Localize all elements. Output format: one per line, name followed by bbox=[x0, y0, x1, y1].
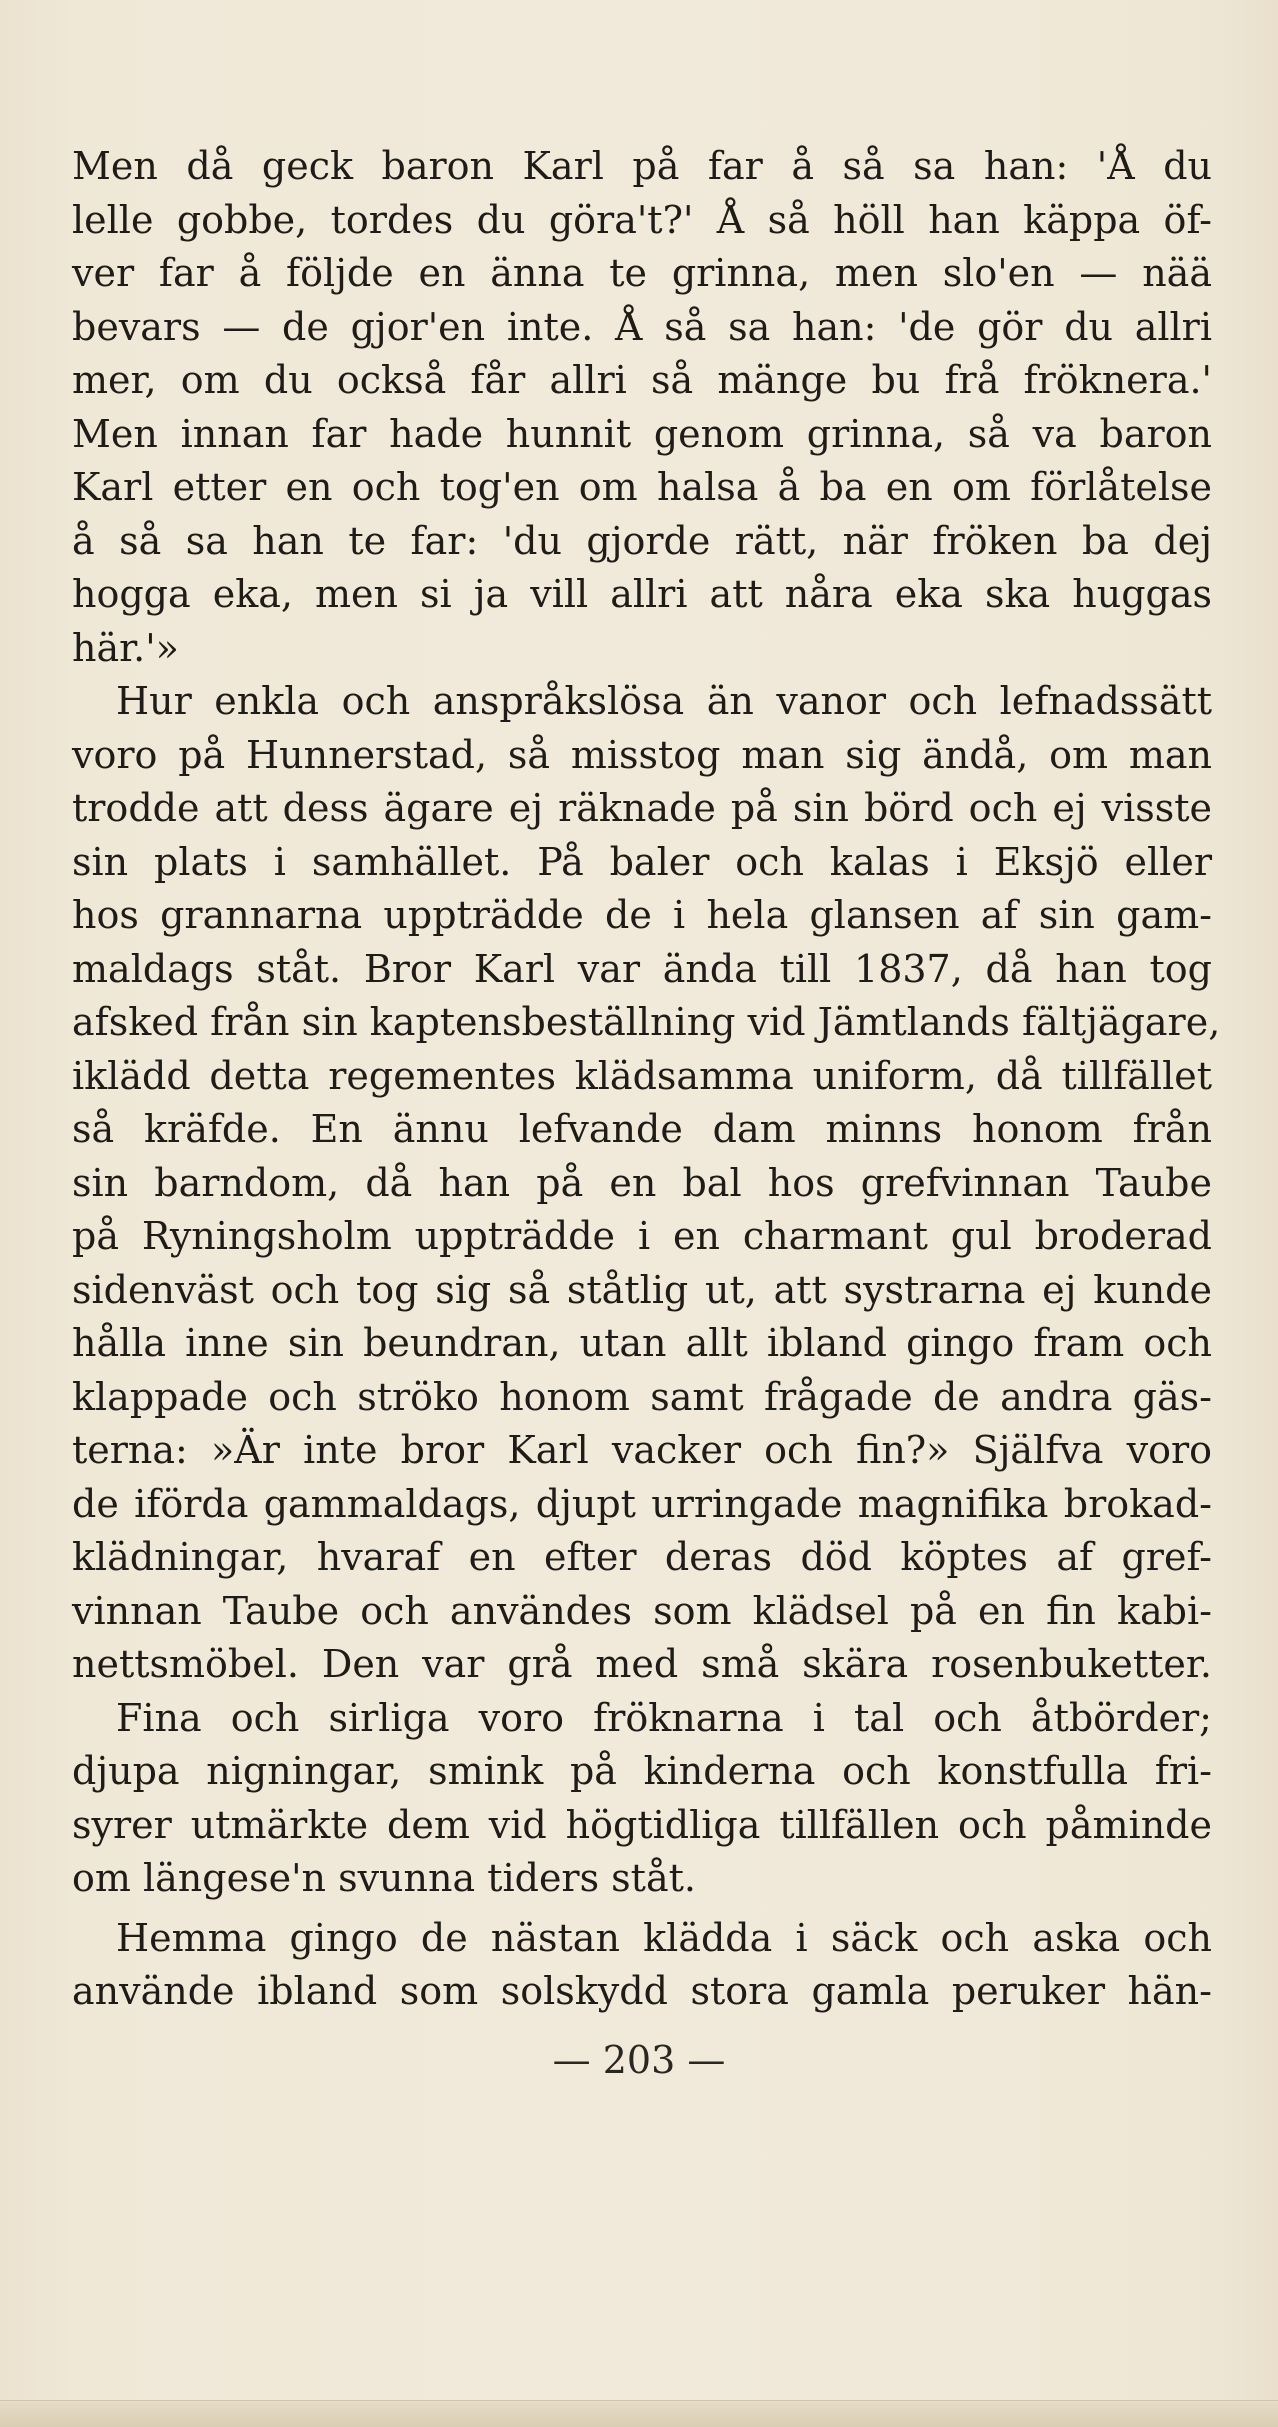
text-line: syrer utmärkte dem vid högtidliga tillfällen och påminde bbox=[72, 1802, 1212, 1847]
text-line: djupa nigningar, smink på kinderna och konstfulla fri- bbox=[72, 1749, 1212, 1793]
text-line: hos grannarna uppträdde de i hela glansen af sin gam- bbox=[72, 893, 1212, 937]
text-line: nettsmöbel. Den var grå med små skära rosenbuketter. bbox=[72, 1642, 1212, 1686]
text-line: iklädd detta regementes klädsamma uniform, då tillfället bbox=[72, 1053, 1212, 1098]
text-line: lelle gobbe, tordes du göra't?' Å så höll han käppa öf- bbox=[72, 197, 1212, 242]
text-line: Men innan far hade hunnit genom grinna, så va baron bbox=[72, 411, 1212, 456]
text-line: mer, om du också får allri så mänge bu frå fröknera.' bbox=[72, 358, 1212, 402]
text-line: bevars — de gjor'en inte. Å så sa han: 'de gör du allri bbox=[72, 304, 1212, 349]
text-line: sin barndom, då han på en bal hos grefvinnan Taube bbox=[72, 1160, 1212, 1205]
text-line: sidenväst och tog sig så ståtlig ut, att systrarna ej kunde bbox=[72, 1267, 1212, 1312]
text-line: här.'» bbox=[72, 625, 179, 670]
text-line: Karl etter en och tog'en om halsa å ba en om förlåtelse bbox=[72, 465, 1212, 509]
text-line: på Ryningsholm uppträdde i en charmant gul broderad bbox=[72, 1214, 1212, 1258]
text-line: maldags ståt. Bror Karl var ända till 1837, då han tog bbox=[72, 946, 1212, 991]
text-line: terna: »Är inte bror Karl vacker och fin?» Själfva voro bbox=[72, 1428, 1212, 1472]
text-line: använde ibland som solskydd stora gamla peruker hän- bbox=[72, 1969, 1212, 2013]
text-line: Hur enkla och anspråkslösa än vanor och lefnadssätt bbox=[116, 679, 1212, 723]
text-line: ver far å följde en änna te grinna, men slo'en — nää bbox=[72, 251, 1212, 295]
body-text bbox=[72, 140, 1221, 2019]
text-line: de iförda gammaldags, djupt urringade magnifika brokad- bbox=[72, 1481, 1212, 1526]
text-line: så kräfde. En ännu lefvande dam minns honom från bbox=[72, 1107, 1212, 1151]
text-line: klappade och ströko honom samt frågade de andra gäs- bbox=[72, 1374, 1212, 1419]
text-line: om längese'n svunna tiders ståt. bbox=[72, 1856, 696, 1900]
text-line: Hemma gingo de nästan klädda i säck och aska och bbox=[116, 1915, 1212, 1960]
text-line: voro på Hunnerstad, så misstog man sig ändå, om man bbox=[72, 732, 1212, 777]
text-line: trodde att dess ägare ej räknade på sin börd och ej visste bbox=[72, 786, 1212, 830]
text-line: hogga eka, men si ja vill allri att nåra eka ska huggas bbox=[72, 572, 1212, 616]
text-line: hålla inne sin beundran, utan allt ibland gingo fram och bbox=[72, 1321, 1212, 1365]
text-line: klädningar, hvaraf en efter deras död köptes af gref- bbox=[72, 1535, 1212, 1579]
text-line: afsked från sin kaptensbeställning vid Jämtlands fältjägare, bbox=[72, 1000, 1221, 1044]
text-line: Fina och sirliga voro fröknarna i tal och åtbörder; bbox=[116, 1695, 1212, 1740]
text-line: å så sa han te far: 'du gjorde rätt, när fröken ba dej bbox=[72, 518, 1212, 563]
text-line: Men då geck baron Karl på far å så sa han: 'Å du bbox=[72, 144, 1212, 188]
page-number: — 203 — bbox=[552, 2038, 726, 2082]
text-line: vinnan Taube och användes som klädsel på en fin kabi- bbox=[72, 1588, 1212, 1633]
page-bottom-edge bbox=[0, 2400, 1278, 2427]
text-line: sin plats i samhället. På baler och kalas i Eksjö eller bbox=[72, 839, 1212, 884]
